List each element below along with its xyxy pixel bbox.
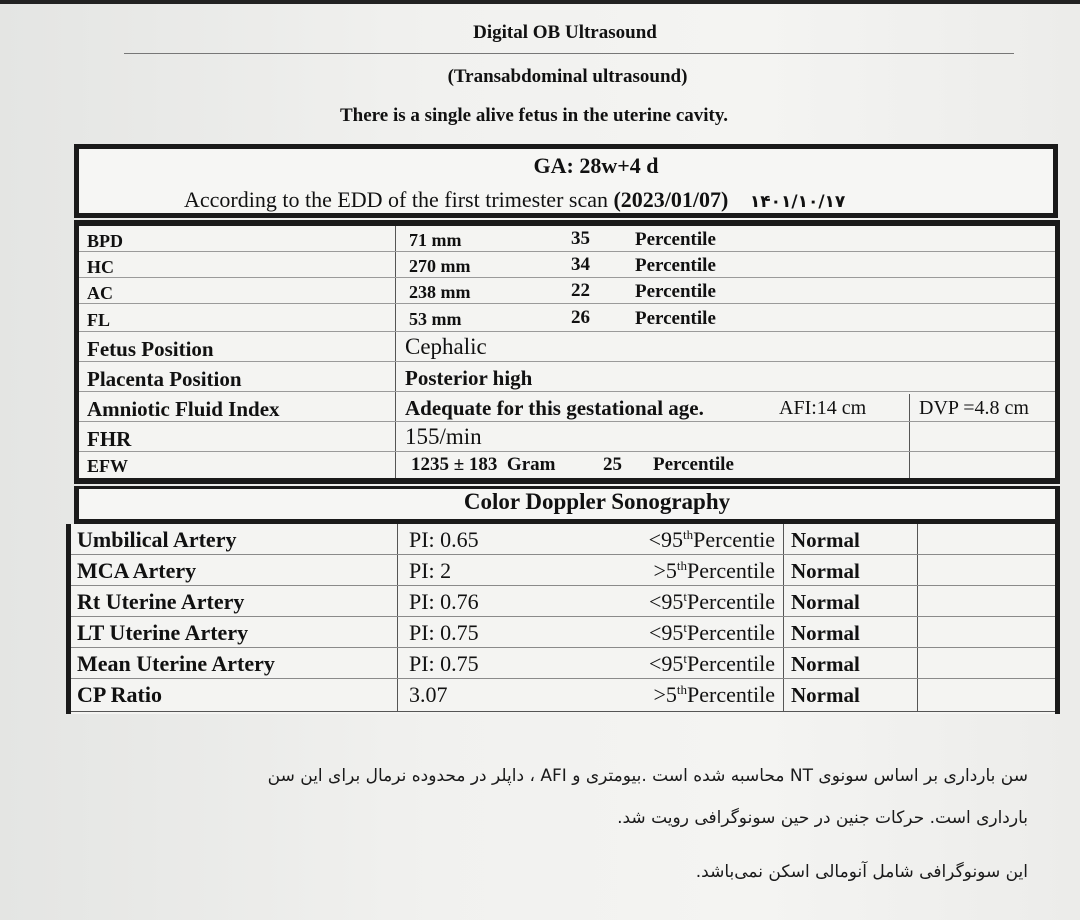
doppler-table [66,524,1060,714]
table-row-cp-ratio [71,679,1055,712]
row-label: AC [87,283,113,303]
row-label: Umbilical Artery [77,527,237,552]
comparator: <95 [648,527,684,552]
row-percentile: 34 [571,254,590,275]
row-percentile [649,589,775,615]
row-pi: 3.07 [409,682,448,707]
percentile-word: Percentile [687,589,775,614]
row-percentile: 26 [571,307,590,328]
title-divider [124,53,1014,54]
table-row-lt-uterine-artery [71,617,1055,648]
row-label: Amniotic Fluid Index [87,397,280,421]
note-line-3: این سونوگرافی شامل آنومالی اسکن نمی‌باشد. [695,862,1028,882]
row-label: Rt Uterine Artery [77,589,245,614]
ordinal-suffix: t [683,651,688,666]
row-value: 270 mm [409,256,471,276]
gestational-age-box [74,144,1058,218]
table-row-fl [79,304,1055,332]
table-row-efw [79,452,1055,478]
row-percentile-label: Percentile [635,229,716,250]
edd-date: (2023/01/07) [613,187,729,212]
table-row-rt-uterine-artery [71,586,1055,617]
ordinal-suffix: t [683,620,688,635]
row-pi: PI: 0.76 [409,589,479,614]
row-pi: PI: 0.65 [409,527,479,552]
row-label: Fetus Position [87,337,214,361]
row-value: Cephalic [405,334,487,359]
row-label: CP Ratio [77,682,162,707]
row-label: LT Uterine Artery [77,620,249,645]
comparator: <95 [648,651,684,676]
edd-line [184,187,845,213]
percentile-word: Percentile [687,558,775,583]
percentile-word: Percentile [687,620,775,645]
row-value: 238 mm [409,282,471,302]
row-label: FL [87,310,111,330]
solar-date: ۱۴۰۱/۱۰/۱۷ [749,192,846,212]
row-pi: PI: 2 [409,558,452,583]
row-label: FHR [87,427,132,451]
table-row-mean-uterine-artery [71,648,1055,679]
row-percentile-label: Percentile [635,255,716,276]
note-line-2: بارداری است. حرکات جنین در حین سونوگرافی رویت شد. [617,808,1028,828]
row-percentile: 25 [603,454,622,475]
row-label: BPD [87,231,123,251]
doppler-title: Color Doppler Sonography [463,489,731,514]
row-percentile-label: Percentile [653,454,734,475]
row-status: Normal [791,559,860,583]
row-status: Normal [791,590,860,614]
doppler-section-header [74,486,1060,524]
row-value: Adequate for this gestational age. [405,396,704,420]
comparator: <95 [648,620,684,645]
comparator: <95 [648,589,684,614]
edd-text: According to the EDD of the first trimester scan [184,187,608,212]
table-row-hc [79,252,1055,278]
report-subtitle: (Transabdominal ultrasound) [447,66,688,87]
row-status: Normal [791,621,860,645]
row-percentile [649,651,775,677]
table-row-amniotic-fluid [79,392,1055,422]
table-row-ac [79,278,1055,304]
gestational-age: GA: 28w+4 d [533,153,659,178]
row-label: MCA Artery [77,558,197,583]
row-label: EFW [87,456,129,476]
table-row-fetus-position [79,332,1055,362]
row-percentile [653,682,775,708]
ordinal-suffix: th [676,682,688,697]
table-row-placenta-position [79,362,1055,392]
row-status: Normal [791,683,860,707]
report-title: Digital OB Ultrasound [473,22,657,43]
row-value: 53 mm [409,309,462,329]
row-label: Placenta Position [87,367,242,391]
percentile-word: Percentie [693,527,775,552]
ordinal-suffix: th [683,527,694,542]
row-percentile: 22 [571,280,590,301]
row-value: 1235 ± 183 Gram [411,454,556,475]
comparator: >5 [653,682,677,707]
row-percentile [649,527,775,553]
row-percentile [649,620,775,646]
table-row-mca-artery [71,555,1055,586]
biometry-table [74,220,1060,484]
percentile-word: Percentile [687,651,775,676]
note-line-1: سن بارداری بر اساس سونوی NT محاسبه شده است .بیومتری و AFI ، داپلر در محدوده نرمال برای این سن [267,766,1028,786]
table-row-umbilical-artery [71,524,1055,555]
row-value: 155/min [405,424,482,449]
row-status: Normal [791,652,860,676]
row-percentile: 35 [571,228,590,249]
row-status: Normal [791,528,860,552]
row-value: Posterior high [405,366,533,390]
ordinal-suffix: th [676,558,688,573]
percentile-word: Percentile [687,682,775,707]
ordinal-suffix: t [683,589,688,604]
afi-value: AFI:14 cm [779,397,867,419]
report-page [0,4,1080,920]
row-label: Mean Uterine Artery [77,651,275,676]
dvp-value: DVP =4.8 cm [919,397,1029,419]
row-value: 71 mm [409,230,462,250]
fetus-statement: There is a single alive fetus in the uterine cavity. [340,105,729,126]
row-percentile-label: Percentile [635,308,716,329]
row-label: HC [87,257,114,277]
row-percentile-label: Percentile [635,281,716,302]
row-pi: PI: 0.75 [409,620,479,645]
table-row-bpd [79,226,1055,252]
comparator: >5 [653,558,677,583]
row-pi: PI: 0.75 [409,651,479,676]
row-percentile [653,558,775,584]
table-row-fhr [79,422,1055,452]
